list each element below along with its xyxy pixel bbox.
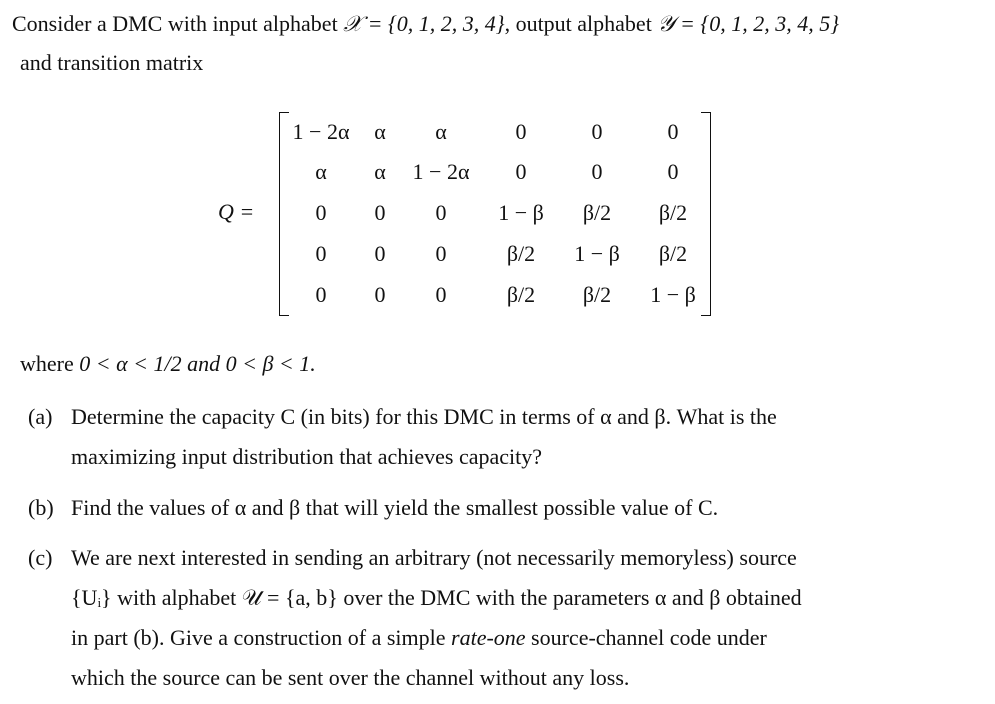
matrix-cell-r3-c6: β/2 bbox=[658, 200, 688, 225]
part-c-label: (c) bbox=[28, 545, 53, 570]
matrix-cell-r1-c5: 0 bbox=[591, 119, 603, 144]
matrix-cell-r5-c1: 0 bbox=[315, 282, 327, 307]
intro-text-2: , output alphabet bbox=[504, 11, 658, 36]
input-alphabet: 𝒳 = {0, 1, 2, 3, 4} bbox=[343, 11, 505, 36]
condition-prefix: where bbox=[20, 351, 80, 376]
matrix-cell-r2-c3: 1 − 2α bbox=[412, 159, 470, 184]
matrix-label: Q = bbox=[218, 199, 255, 224]
matrix-cell-r4-c2: 0 bbox=[374, 241, 386, 266]
part-c-line-2: {Uᵢ} with alphabet 𝒰 = {a, b} over the DMC with the parameters α and β obtained bbox=[71, 585, 802, 610]
matrix-cell-r3-c4: 1 − β bbox=[498, 200, 544, 225]
part-c-line-3-emph: rate-one bbox=[451, 625, 526, 650]
matrix-cell-r3-c2: 0 bbox=[374, 200, 386, 225]
intro-line-2: and transition matrix bbox=[20, 50, 204, 75]
matrix-cell-r1-c3: α bbox=[435, 119, 447, 144]
condition-expr: 0 < α < 1/2 and 0 < β < 1. bbox=[79, 351, 316, 376]
matrix-cell-r1-c2: α bbox=[374, 119, 386, 144]
part-a-line-2: maximizing input distribution that achieves capacity? bbox=[71, 444, 543, 469]
matrix-cell-r5-c6: 1 − β bbox=[650, 282, 696, 307]
matrix-cell-r4-c1: 0 bbox=[315, 241, 327, 266]
matrix-cell-r2-c5: 0 bbox=[591, 159, 603, 184]
part-b-label: (b) bbox=[28, 495, 54, 520]
matrix-cell-r5-c3: 0 bbox=[435, 282, 447, 307]
matrix-cell-r1-c4: 0 bbox=[515, 119, 527, 144]
matrix-cell-r3-c3: 0 bbox=[435, 200, 447, 225]
part-c-line-3-suffix: source-channel code under bbox=[525, 625, 767, 650]
matrix-cell-r1-c6: 0 bbox=[667, 119, 679, 144]
matrix-left-bracket bbox=[279, 112, 289, 316]
matrix-cell-r4-c3: 0 bbox=[435, 241, 447, 266]
part-b-line-1: Find the values of α and β that will yield the smallest possible value of C. bbox=[71, 495, 719, 520]
matrix-cell-r4-c6: β/2 bbox=[658, 241, 688, 266]
transition-matrix bbox=[0, 0, 995, 340]
matrix-cell-r2-c2: α bbox=[374, 159, 386, 184]
matrix-cell-r3-c5: β/2 bbox=[582, 200, 612, 225]
matrix-cell-r3-c1: 0 bbox=[315, 200, 327, 225]
intro-text-1: Consider a DMC with input alphabet bbox=[12, 11, 344, 36]
matrix-cell-r5-c4: β/2 bbox=[506, 282, 536, 307]
part-c-line-3 bbox=[71, 624, 923, 664]
part-a-line-1: Determine the capacity C (in bits) for this DMC in terms of α and β. What is the bbox=[71, 404, 777, 429]
matrix-cell-r4-c5: 1 − β bbox=[574, 241, 620, 266]
part-c-line-4: which the source can be sent over the channel without any loss. bbox=[71, 665, 630, 690]
matrix-cell-r4-c4: β/2 bbox=[506, 241, 536, 266]
part-c-line-3-prefix: in part (b). Give a construction of a simple bbox=[71, 625, 452, 650]
matrix-cell-r2-c4: 0 bbox=[515, 159, 527, 184]
part-a-label: (a) bbox=[28, 404, 53, 429]
condition-line bbox=[20, 350, 316, 378]
matrix-cell-r5-c5: β/2 bbox=[582, 282, 612, 307]
matrix-cell-r2-c6: 0 bbox=[667, 159, 679, 184]
matrix-cell-r5-c2: 0 bbox=[374, 282, 386, 307]
matrix-cell-r2-c1: α bbox=[315, 159, 327, 184]
output-alphabet: 𝒴 = {0, 1, 2, 3, 4, 5} bbox=[657, 11, 840, 36]
part-c-line-1: We are next interested in sending an arbitrary (not necessarily memoryless) source bbox=[71, 545, 797, 570]
matrix-cell-r1-c1: 1 − 2α bbox=[292, 119, 350, 144]
matrix-right-bracket bbox=[701, 112, 711, 316]
